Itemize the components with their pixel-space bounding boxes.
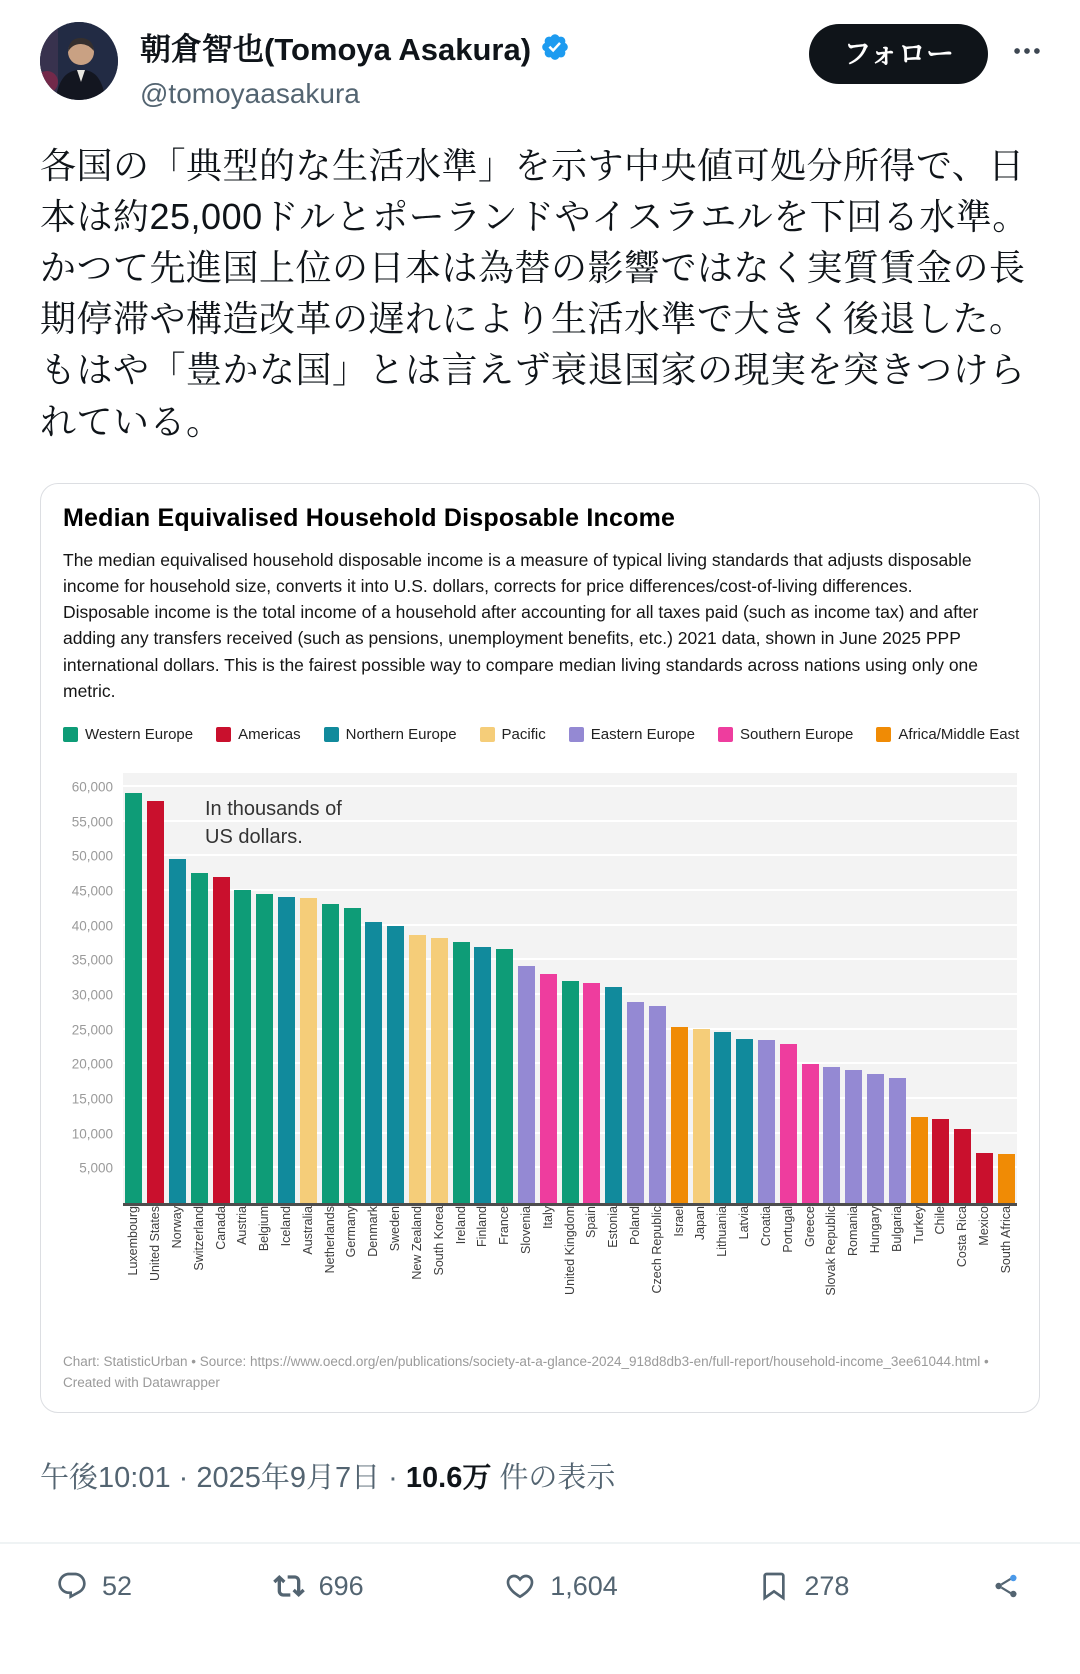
bar-slot: [603, 773, 625, 1203]
plot-wrapper: [63, 773, 1017, 1206]
x-label: Canada: [213, 1206, 228, 1250]
bar-slot: [472, 773, 494, 1203]
x-label-cell: [865, 1206, 887, 1336]
x-label: Costa Rica: [955, 1206, 970, 1268]
chart-card[interactable]: [40, 483, 1040, 1413]
legend-item: [324, 726, 457, 743]
like-button[interactable]: [504, 1570, 618, 1602]
views-count: 10.6万: [405, 1462, 492, 1494]
x-label-cell: [581, 1206, 603, 1336]
x-label-cell: [363, 1206, 385, 1336]
y-tick-label: 60,000: [71, 779, 113, 795]
x-label: Norway: [169, 1206, 184, 1249]
x-label: Estonia: [606, 1206, 621, 1248]
display-name[interactable]: 朝倉智也(Tomoya Asakura): [140, 32, 532, 67]
bar-south-africa: [998, 1154, 1015, 1203]
repost-icon: [273, 1570, 305, 1602]
bar-france: [496, 949, 513, 1203]
bar-switzerland: [191, 873, 208, 1203]
bar-slot: [516, 773, 538, 1203]
bar-slot: [821, 773, 843, 1203]
bar-greece: [802, 1064, 819, 1203]
bar-slot: [450, 773, 472, 1203]
bar-czech-republic: [649, 1006, 666, 1204]
bar-slot: [777, 773, 799, 1203]
bar-luxembourg: [125, 793, 142, 1203]
y-tick-label: 15,000: [71, 1091, 113, 1107]
x-label-cell: [930, 1206, 952, 1336]
x-label: Chile: [933, 1206, 948, 1235]
bar-croatia: [758, 1040, 775, 1203]
more-menu-button[interactable]: [1010, 34, 1044, 68]
repost-button[interactable]: [273, 1570, 364, 1602]
like-icon: [504, 1570, 536, 1602]
x-label-cell: [712, 1206, 734, 1336]
more-icon: [1010, 34, 1044, 68]
action-bar: [0, 1544, 1080, 1602]
y-tick-label: 55,000: [71, 814, 113, 830]
bar-new-zealand: [409, 935, 426, 1203]
y-tick-label: 25,000: [71, 1022, 113, 1038]
x-label-cell: [756, 1206, 778, 1336]
bar-slot: [341, 773, 363, 1203]
like-count: 1,604: [550, 1570, 618, 1601]
legend-swatch: [569, 727, 584, 742]
legend-label: Americas: [238, 726, 301, 744]
x-label-cell: [690, 1206, 712, 1336]
legend-label: Africa/Middle East: [898, 726, 1020, 744]
x-label-cell: [537, 1206, 559, 1336]
bar-canada: [213, 877, 230, 1203]
legend-label: Northern Europe: [345, 726, 457, 744]
x-label: Switzerland: [191, 1206, 206, 1271]
x-label: France: [497, 1206, 512, 1246]
bar-belgium: [256, 894, 273, 1203]
x-label: Italy: [540, 1206, 555, 1230]
legend-label: Eastern Europe: [590, 726, 695, 744]
x-label-cell: [188, 1206, 210, 1336]
x-label: Mexico: [977, 1206, 992, 1246]
x-label-cell: [647, 1206, 669, 1336]
reply-count: 52: [102, 1570, 133, 1601]
bar-netherlands: [322, 904, 339, 1204]
x-label: Australia: [300, 1206, 315, 1255]
bar-poland: [627, 1002, 644, 1203]
bar-slot: [843, 773, 865, 1203]
x-label-cell: [799, 1206, 821, 1336]
x-label: Latvia: [737, 1206, 752, 1240]
bar-germany: [344, 908, 361, 1203]
x-label: South Korea: [431, 1206, 446, 1276]
legend-swatch: [216, 727, 231, 742]
x-label-cell: [734, 1206, 756, 1336]
y-tick-label: 30,000: [71, 987, 113, 1003]
x-label-cell: [167, 1206, 189, 1336]
bar-slot: [428, 773, 450, 1203]
bar-united-states: [147, 801, 164, 1203]
x-label: Spain: [584, 1206, 599, 1239]
x-label-cell: [821, 1206, 843, 1336]
y-axis-labels: [63, 773, 123, 1203]
x-label: Turkey: [911, 1206, 926, 1244]
x-label-cell: [276, 1206, 298, 1336]
x-label: Greece: [802, 1206, 817, 1248]
x-label-cell: [407, 1206, 429, 1336]
y-tick-label: 45,000: [71, 883, 113, 899]
bar-slot: [756, 773, 778, 1203]
user-handle[interactable]: @tomoyaasakura: [140, 78, 360, 109]
identity-block: [140, 22, 570, 110]
x-label-cell: [886, 1206, 908, 1336]
bar-norway: [169, 859, 186, 1203]
x-label: Austria: [235, 1206, 250, 1246]
x-label: Iceland: [279, 1206, 294, 1247]
chart-title: Median Equivalised Household Disposable Income: [63, 503, 676, 532]
bar-slot: [537, 773, 559, 1203]
timestamp: 午後10:01 · 2025年9月7日 ·: [40, 1462, 406, 1494]
tweet-header: [0, 0, 1080, 110]
plot-area: [123, 773, 1017, 1206]
views-label: 件の表示: [491, 1462, 616, 1494]
chart-source-footer: Chart: StatisticUrban • Source: https://www.oecd.org/en/publications/society-at-a-glance-2024_918d8db3-en/full-report/household-income_3ee61044.html • Created with Datawrapper: [63, 1354, 989, 1391]
bar-slot: [952, 773, 974, 1203]
y-tick-label: 10,000: [71, 1126, 113, 1142]
bar-japan: [693, 1029, 710, 1203]
y-tick-label: 5,000: [79, 1160, 113, 1176]
x-label-cell: [843, 1206, 865, 1336]
x-label-cell: [777, 1206, 799, 1336]
bar-mexico: [976, 1153, 993, 1203]
x-label-cell: [625, 1206, 647, 1336]
bar-lithuania: [714, 1032, 731, 1203]
x-label: United States: [148, 1206, 163, 1282]
x-label-cell: [210, 1206, 232, 1336]
x-label: South Africa: [998, 1206, 1013, 1274]
bar-slot: [996, 773, 1018, 1203]
bar-slot: [865, 773, 887, 1203]
bar-south-korea: [431, 938, 448, 1203]
y-tick-label: 40,000: [71, 918, 113, 934]
x-label-cell: [123, 1206, 145, 1336]
legend-item: [718, 726, 853, 743]
bookmark-button[interactable]: [758, 1570, 849, 1602]
y-tick-label: 50,000: [71, 848, 113, 864]
bar-slot: [145, 773, 167, 1203]
x-label-cell: [516, 1206, 538, 1336]
x-label: Croatia: [758, 1206, 773, 1247]
bar-united-kingdom: [562, 981, 579, 1204]
legend-item: [876, 726, 1019, 743]
bar-italy: [540, 974, 557, 1204]
legend-swatch: [324, 727, 339, 742]
bookmark-count: 278: [804, 1570, 850, 1601]
share-button[interactable]: [990, 1570, 1022, 1602]
bar-slovenia: [518, 966, 535, 1203]
reply-icon: [56, 1570, 88, 1602]
legend-item: [216, 726, 301, 743]
x-label: Portugal: [780, 1206, 795, 1253]
bar-slot: [494, 773, 516, 1203]
bar-slot: [625, 773, 647, 1203]
bar-slot: [668, 773, 690, 1203]
bar-slot: [974, 773, 996, 1203]
share-icon: [990, 1570, 1022, 1602]
bar-romania: [845, 1070, 862, 1203]
bar-hungary: [867, 1074, 884, 1203]
bar-australia: [300, 898, 317, 1203]
x-label-cell: [428, 1206, 450, 1336]
bar-slot: [647, 773, 669, 1203]
y-tick-label: 20,000: [71, 1056, 113, 1072]
bar-slot: [734, 773, 756, 1203]
x-label-cell: [996, 1206, 1018, 1336]
x-label: Luxembourg: [126, 1206, 141, 1276]
legend-item: [480, 726, 546, 743]
x-label-cell: [145, 1206, 167, 1336]
x-label: Israel: [671, 1206, 686, 1237]
bar-chile: [932, 1119, 949, 1203]
x-label: Lithuania: [715, 1206, 730, 1257]
x-label: Ireland: [453, 1206, 468, 1245]
x-label-cell: [232, 1206, 254, 1336]
bar-sweden: [387, 926, 404, 1203]
x-label: Sweden: [388, 1206, 403, 1252]
legend-label: Pacific: [501, 726, 546, 744]
bar-spain: [583, 983, 600, 1203]
legend-swatch: [63, 727, 78, 742]
x-label: Hungary: [867, 1206, 882, 1254]
x-label: Bulgaria: [889, 1206, 904, 1253]
x-label: Netherlands: [322, 1206, 337, 1274]
x-label: Romania: [846, 1206, 861, 1257]
x-label: Finland: [475, 1206, 490, 1248]
chart-legend: [63, 726, 1020, 744]
legend-swatch: [480, 727, 495, 742]
bar-slot: [385, 773, 407, 1203]
bookmark-icon: [758, 1570, 790, 1602]
legend-swatch: [876, 727, 891, 742]
bar-finland: [474, 947, 491, 1203]
x-label: Poland: [628, 1206, 643, 1246]
x-label: United Kingdom: [562, 1206, 577, 1296]
avatar-image: [40, 22, 118, 100]
bar-ireland: [453, 942, 470, 1203]
bar-slot: [167, 773, 189, 1203]
bar-slot: [407, 773, 429, 1203]
bar-slot: [363, 773, 385, 1203]
bar-costa-rica: [954, 1129, 971, 1203]
x-label: Slovak Republic: [824, 1206, 839, 1296]
bar-slot: [559, 773, 581, 1203]
x-label: Slovenia: [518, 1206, 533, 1255]
bar-slot: [908, 773, 930, 1203]
tweet-text: 各国の「典型的な生活水準」を示す中央値可処分所得で、日本は約25,000ドルとポーランドやイスラエルを下回る水準。かつて先進国上位の日本は為替の影響ではなく実質賃金の長期停滞や構造改革の遅れにより生活水準で大きく後退した。もはや「豊かな国」とは言えず衰退国家の現実を突きつけられている。: [40, 145, 1029, 442]
bar-slot: [886, 773, 908, 1203]
legend-label: Southern Europe: [739, 726, 854, 744]
bar-austria: [234, 890, 251, 1203]
bar-iceland: [278, 897, 295, 1204]
x-label-cell: [472, 1206, 494, 1336]
legend-item: [569, 726, 695, 743]
x-label-cell: [668, 1206, 690, 1336]
x-label: Denmark: [366, 1206, 381, 1257]
y-tick-label: 35,000: [71, 952, 113, 968]
x-label-cell: [298, 1206, 320, 1336]
chart-annotation: In thousands of US dollars.: [205, 798, 342, 849]
x-label-cell: [494, 1206, 516, 1336]
x-label: Czech Republic: [649, 1206, 664, 1294]
x-label: Germany: [344, 1206, 359, 1258]
x-label-cell: [559, 1206, 581, 1336]
x-label: Belgium: [257, 1206, 272, 1252]
bar-slot: [690, 773, 712, 1203]
bar-slot: [123, 773, 145, 1203]
bar-slovak-republic: [823, 1067, 840, 1203]
x-label-cell: [341, 1206, 363, 1336]
verified-badge-icon: [540, 32, 570, 62]
x-label-cell: [952, 1206, 974, 1336]
bar-slot: [712, 773, 734, 1203]
bar-bulgaria: [889, 1078, 906, 1203]
x-label-cell: [974, 1206, 996, 1336]
bar-estonia: [605, 987, 622, 1203]
bar-israel: [671, 1027, 688, 1203]
bar-portugal: [780, 1044, 797, 1203]
bar-slot: [930, 773, 952, 1203]
x-label: New Zealand: [409, 1206, 424, 1280]
x-label-cell: [450, 1206, 472, 1336]
x-label-cell: [603, 1206, 625, 1336]
chart-description: The median equivalised household disposable income is a measure of typical living standards that adjusts disposable income for household size, converts it into U.S. dollars, corrects for price differences/cost-of-living differences. Disposable income is the total income of a household after accounting for all taxes paid (such as income tax) and after adding any transfers received (such as pensions, unemployment benefits, etc.) 2021 data, shown in June 2025 PPP international dollars. This is the fairest possible way to compare median living standards across nations using only one metric.: [63, 549, 979, 701]
reply-button[interactable]: [56, 1570, 132, 1602]
x-label: Japan: [693, 1206, 708, 1241]
bar-latvia: [736, 1039, 753, 1203]
x-label-cell: [385, 1206, 407, 1336]
timestamp-row: [0, 1455, 1080, 1496]
avatar[interactable]: [40, 22, 118, 100]
legend-swatch: [718, 727, 733, 742]
bar-slot: [581, 773, 603, 1203]
x-label-cell: [908, 1206, 930, 1336]
x-label-cell: [254, 1206, 276, 1336]
bar-denmark: [365, 922, 382, 1204]
bar-slot: [799, 773, 821, 1203]
repost-count: 696: [318, 1570, 364, 1601]
follow-button[interactable]: フォロー: [809, 24, 988, 84]
legend-label: Western Europe: [85, 726, 194, 744]
legend-item: [63, 726, 193, 743]
x-label-cell: [319, 1206, 341, 1336]
bar-turkey: [911, 1117, 928, 1203]
x-axis-labels: [123, 1206, 1017, 1336]
